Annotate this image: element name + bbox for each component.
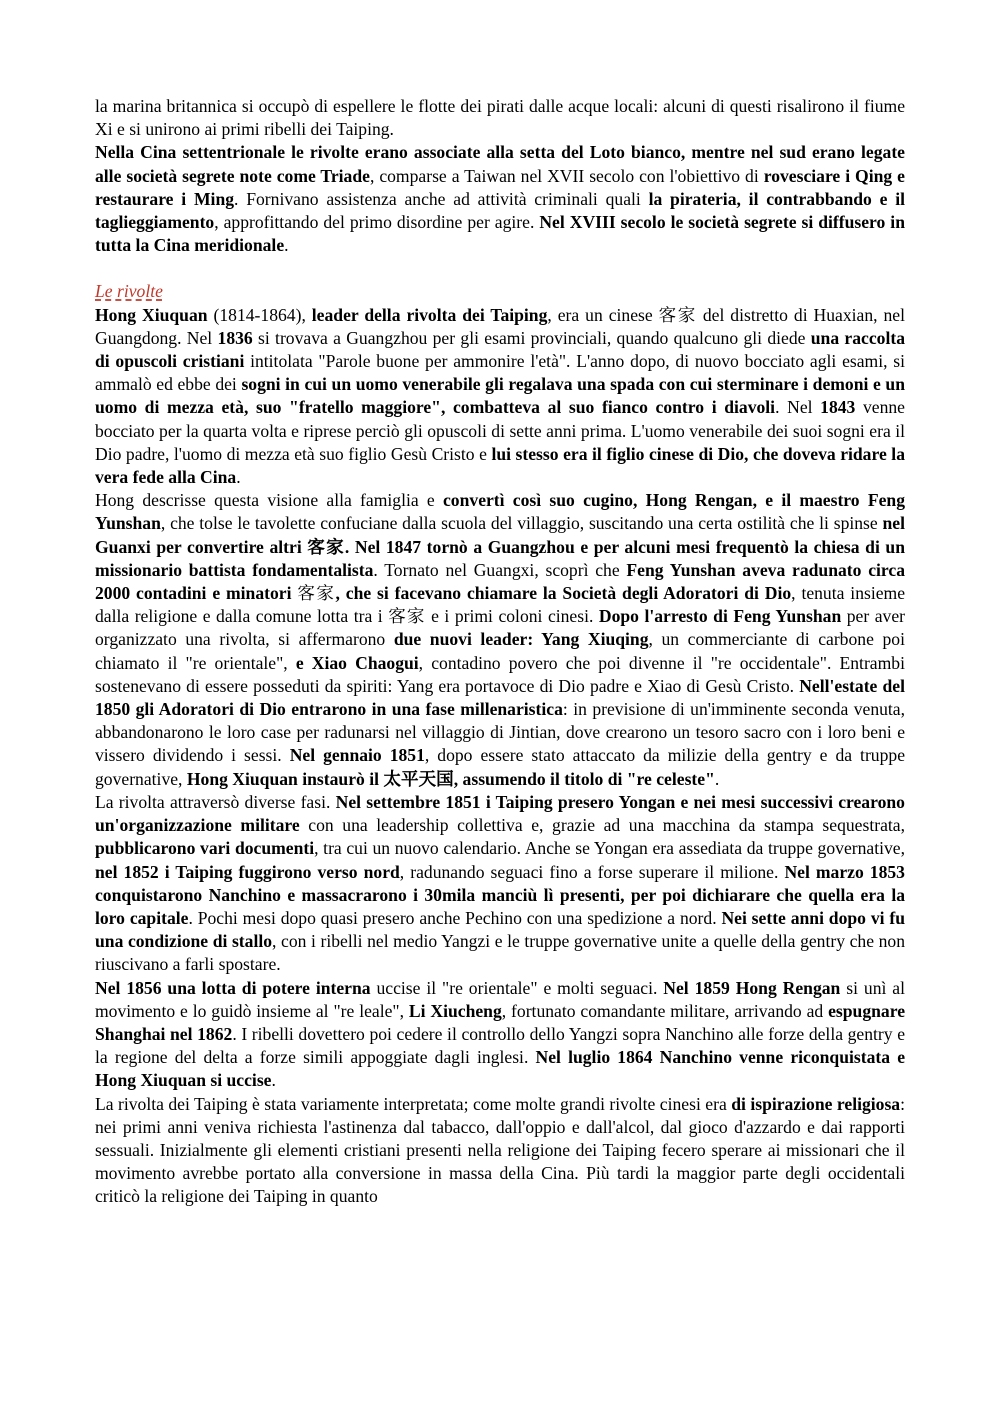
- document-page: [95, 95, 905, 1209]
- text-run: intitolata "Parole buone per ammonire l'età". L'anno dopo, di nuovo bocciato agli esami, si ammalò ed ebbe dei: [95, 351, 905, 395]
- bold-text-run: pubblicarono vari documenti: [95, 838, 315, 859]
- bold-text-run: sogni in cui un uomo venerabile gli regalava una spada con cui sterminare i demoni e un uomo di mezza età, suo "fratello maggiore", combatteva al suo fianco contro i diavoli: [95, 374, 906, 418]
- text-run: 客家: [291, 583, 336, 604]
- text-run: si unì al movimento e lo guidò insieme al "re leale",: [95, 977, 905, 1021]
- text-run: . Pochi mesi dopo quasi presero anche Pechino con una spedizione a nord.: [188, 907, 722, 928]
- text-run: la marina britannica si occupò di espellere le flotte dei pirati dalle acque locali: alcuni di questi risalirono il fiume Xi e si unirono ai primi ribelli dei Taiping.: [95, 96, 905, 140]
- text-run: , fortunato comandante militare, arrivando ad: [501, 1000, 829, 1021]
- text-run: venne bocciato per la quarta volta e riprese perciò gli opuscoli di sette anni prima. L'uomo venerabile dei suoi sogni era il Dio padre, l'uomo di mezza età suo figlio Gesù Cristo e: [95, 397, 905, 464]
- text-run: per aver organizzato una rivolta, si affermarono: [95, 606, 905, 650]
- text-run: : nei primi anni veniva richiesta l'astinenza dal tabacco, dall'oppio e dall'alcol, dal gioco d'azzardo e dai rapporti sessuali. Inizialmente gli elementi cristiani presenti nella religione dei Taiping fecero sperare ai missionari che il movimento avrebbe portato alla conversione in massa della Cina. Più tardi la maggior parte degli occidentali criticò la religione dei Taiping in quanto: [95, 1093, 905, 1207]
- bold-text-run: e Xiao Chaogui: [295, 652, 419, 673]
- text-run: , era un cinese 客家 del distretto di Huaxian, nel Guangdong. Nel: [95, 304, 905, 348]
- bold-text-run: Nel gennaio 1851: [289, 745, 425, 766]
- paragraph-hong-xiuquan: [95, 304, 905, 490]
- bold-text-run: Hong Xiuquan: [95, 304, 208, 325]
- text-run: .: [284, 235, 289, 256]
- text-run: , tenuta insieme dalla religione e dalla comune lotta tra i 客家 e i primi coloni cinesi.: [95, 583, 906, 627]
- bold-text-run: la pirateria, il contrabbando e il taglieggiamento: [95, 188, 905, 233]
- bold-text-run: Feng Yunshan aveva radunato circa 2000 contadini e minatori: [95, 559, 905, 604]
- text-run: .: [271, 1070, 276, 1091]
- text-run: si trovava a Guangzhou per gli esami provinciali, quando qualcuno gli diede: [252, 327, 811, 348]
- text-run: . Fornivano assistenza anche ad attività criminali quali: [234, 188, 649, 209]
- bold-text-run: Nel settembre 1851 i Taiping presero Yongan e nei mesi successivi crearono un'organizzazione militare: [95, 791, 905, 836]
- text-run: . Nel: [775, 397, 821, 418]
- text-run: . I ribelli dovettero poi cedere il controllo dello Yangzi sopra Nanchino alle forze della gentry e la regione del delta a forze simili appoggiate dagli inglesi.: [95, 1023, 905, 1068]
- bold-text-run: Nell'estate del 1850 gli Adoratori di Dio entrarono in una fase millenaristica: [95, 675, 905, 720]
- bold-text-run: Nel 1859 Hong Rengan: [663, 977, 841, 998]
- bold-text-run: Nella Cina settentrionale le rivolte erano associate alla setta del Loto bianco, mentre nel sud erano legate alle società segrete note come Triade: [95, 142, 905, 186]
- text-run: . Tornato nel Guangxi, scoprì che: [373, 559, 627, 580]
- text-run: La rivolta attraversò diverse fasi.: [95, 791, 336, 812]
- bold-text-run: Nel marzo 1853 conquistarono Nanchino e massacrarono i 30mila manciù lì presenti, per poi dichiarare che quella era la loro capitale: [95, 861, 905, 928]
- bold-text-run: lui stesso era il figlio cinese di Dio, che doveva ridare la vera fede alla Cina: [95, 443, 905, 488]
- paragraph-power-struggle: [95, 977, 905, 1093]
- bold-text-run: Nel luglio 1864 Nanchino venne riconquistata e Hong Xiuquan si uccise: [95, 1047, 905, 1091]
- paragraph-rebellion-phases: [95, 791, 905, 977]
- bold-text-run: convertì così suo cugino, Hong Rengan, e il maestro Feng Yunshan: [95, 490, 905, 534]
- bold-text-run: 1843: [820, 397, 856, 418]
- paragraph-god-worshippers: [95, 489, 905, 791]
- text-run: La rivolta dei Taiping è stata variamente interpretata; come molte grandi rivolte cinesi era: [95, 1093, 732, 1114]
- text-run: (1814-1864),: [207, 304, 312, 325]
- section-heading: Le rivolte: [95, 281, 163, 302]
- paragraph-pirates: [95, 95, 905, 141]
- text-run: .: [714, 768, 720, 789]
- text-run: Hong descrisse questa visione alla famiglia e: [95, 490, 443, 511]
- text-run: , radunando seguaci fino a forse superare il milione.: [399, 861, 785, 882]
- bold-text-run: Nel 1856 una lotta di potere interna: [95, 977, 371, 998]
- text-run: , dopo essere stato attaccato da milizie della gentry e da truppe governative,: [95, 745, 905, 789]
- text-run: , approfittando del primo disordine per agire.: [214, 212, 540, 233]
- bold-text-run: rovesciare i Qing e restaurare i Ming: [95, 165, 905, 209]
- bold-text-run: una raccolta di opuscoli cristiani: [95, 327, 905, 372]
- text-run: : in previsione di un'imminente seconda venuta, abbandonarono le loro case per radunarsi nel villaggio di Jintian, dove crearono un tesoro sacro con i loro beni e vissero dividendo i sessi.: [95, 699, 906, 766]
- text-run: .: [236, 467, 241, 488]
- text-run: , tra cui un nuovo calendario. Anche se Yongan era assediata da truppe governative,: [314, 838, 906, 859]
- bold-text-run: leader della rivolta dei Taiping: [311, 304, 548, 325]
- text-run: uccise il "re orientale" e molti seguaci.: [370, 977, 664, 998]
- text-run: , contadino povero che poi divenne il "re occidentale". Entrambi sostenevano di essere posseduti da spiriti: Yang era portavoce di Dio padre e Xiao di Gesù Cristo.: [95, 652, 905, 696]
- paragraph-secret-societies: [95, 141, 905, 257]
- bold-text-run: nel Guanxi per convertire altri 客家. Nel 1847 tornò a Guangzhou e per alcuni mesi frequentò la chiesa di un missionario battista fondamentalista: [95, 513, 905, 580]
- text-run: con una leadership collettiva e, grazie ad una macchina da stampa sequestrata,: [299, 815, 905, 836]
- bold-text-run: due nuovi leader: Yang Xiuqing: [393, 629, 649, 650]
- paragraph-interpretation: [95, 1093, 905, 1209]
- bold-text-run: Dopo l'arresto di Feng Yunshan: [598, 606, 842, 627]
- bold-text-run: Nei sette anni dopo vi fu una condizione di stallo: [95, 907, 905, 952]
- bold-text-run: , che si facevano chiamare la Società degli Adoratori di Dio: [335, 583, 792, 604]
- bold-text-run: Nel XVIII secolo le società segrete si diffusero in tutta la Cina meridionale: [95, 212, 905, 256]
- text-run: , comparse a Taiwan nel XVII secolo con l'obiettivo di: [369, 165, 764, 186]
- bold-text-run: 1836: [217, 327, 253, 348]
- text-run: , un commerciante di carbone poi chiamato il "re orientale",: [95, 629, 905, 673]
- bold-text-run: Li Xiucheng: [408, 1000, 502, 1021]
- bold-text-run: nel 1852 i Taiping fuggirono verso nord: [95, 861, 400, 882]
- text-run: , con i ribelli nel medio Yangzi e le truppe governative unite a quelle della gentry che non riuscivano a farli spostare.: [95, 931, 905, 975]
- bold-text-run: espugnare Shanghai nel 1862: [95, 1000, 905, 1044]
- bold-text-run: di ispirazione religiosa: [731, 1093, 901, 1114]
- bold-text-run: Hong Xiuquan instaurò il 太平天国, assumendo il titolo di "re celeste": [186, 768, 715, 789]
- text-run: , che tolse le tavolette confuciane dalla scuola del villaggio, suscitando una certa ostilità che li spinse: [160, 513, 883, 534]
